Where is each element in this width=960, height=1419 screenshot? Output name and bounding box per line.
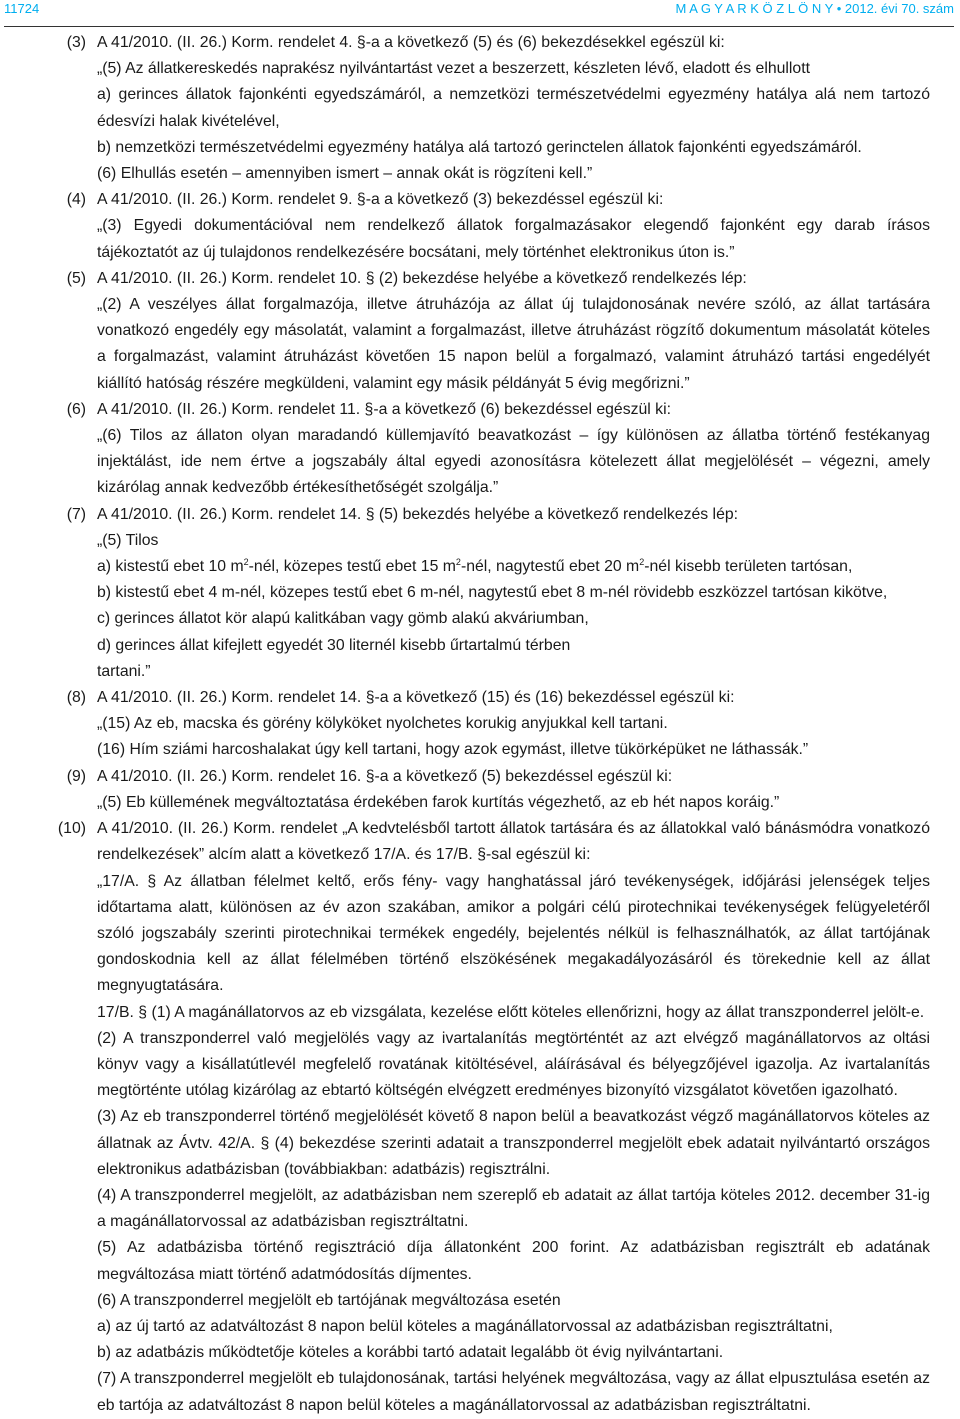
paragraph: „(3) Egyedi dokumentációval nem rendelkező állatok forgalmazásakor elegendő fajonként egy darab írásos tájékoztatót az új tulajdonos rendelkezésére bocsátani, mely történhet elektronikus úton is.”: [97, 217, 930, 261]
paragraph: (2) A transzponderrel való megjelölés vagy az ivartalanítás megtörténtét az azt elvégző magánállatorvos az oltási könyv vagy a kisállatútlevél megfelelő rovatának kitöltésével, aláírásával és bélyegzőjével igazolja. Az ivartalanítás megtörténte utólag kizárólag az ebtartó költségén elvégzett eredményes bizonyító vizsgálatot követően igazolható.: [97, 1029, 930, 1100]
paragraph: A 41/2010. (II. 26.) Korm. rendelet 16. §-a a következő (5) bekezdéssel egészül ki:: [97, 767, 673, 785]
paragraph: A 41/2010. (II. 26.) Korm. rendelet 11. §-a a következő (6) bekezdéssel egészül ki:: [97, 400, 671, 418]
amendment-7: [0, 502, 960, 685]
page-header: [4, 0, 954, 27]
item-number: (10): [57, 820, 86, 838]
paragraph: A 41/2010. (II. 26.) Korm. rendelet „A kedvtelésből tartott állatok tartására és az állatokkal való bánásmódra vonatkozó rendelkezések” alcím alatt a következő 17/A. és 17/B. §-sal egészül ki:: [97, 820, 930, 864]
bullet-separator: •: [836, 1, 842, 16]
item-number: (9): [66, 767, 86, 785]
paragraph: (4) A transzponderrel megjelölt, az adatbázisban nem szereplő eb adatait az állat tartója köteles 2012. december 31-ig a magánállatorvossal az adatbázisban regisztráltatni.: [97, 1186, 930, 1231]
item-number: (6): [66, 400, 86, 418]
superscript: 2: [243, 557, 249, 568]
amendment-10: [0, 816, 960, 1419]
paragraph: (16) Hím sziámi harcoshalakat úgy kell tartani, hogy azok egymást, illetve tükörképüket ne láthassák.”: [97, 741, 809, 759]
paragraph: b) az adatbázis működtetője köteles a korábbi tartó adatait legalább öt évig nyilvántartani.: [97, 1344, 724, 1362]
paragraph: „(5) Az állatkereskedés naprakész nyilvántartást vezet a beszerzett, készleten lévő, eladott és elhullott: [97, 60, 810, 78]
paragraph: A 41/2010. (II. 26.) Korm. rendelet 9. §-a a következő (3) bekezdéssel egészül ki:: [97, 191, 664, 209]
item-number: (4): [66, 191, 86, 209]
item-number: (8): [66, 689, 86, 707]
paragraph: „(5) Eb küllemének megváltoztatása érdekében farok kurtítás végezhető, az eb hét napos koráig.”: [97, 793, 780, 811]
paragraph: (6) A transzponderrel megjelölt eb tartójának megváltozása esetén: [97, 1291, 561, 1309]
paragraph: a) kistestű ebet 10 $m^2$-nél, közepes testű ebet 15 $m^2$-nél, nagytestű ebet 20 $m^2$-nél kisebb területen tartósan,: [97, 557, 853, 576]
paragraph: (6) Elhullás esetén – amennyiben ismert – annak okát is rögzíteni kell.”: [97, 165, 593, 183]
document-body: [0, 30, 960, 1419]
amendment-5: [0, 266, 960, 397]
issue-label: 2012. évi 70. szám: [844, 1, 954, 16]
amendment-9: [0, 764, 960, 816]
paragraph: c) gerinces állatot kör alapú kalitkában vagy gömb alakú akváriumban,: [97, 610, 589, 628]
paragraph: a) az új tartó az adatváltozást 8 napon belül köteles a magánállatorvossal az adatbázisban regisztráltatni,: [97, 1317, 833, 1335]
superscript: 2: [639, 557, 645, 568]
amendment-4: [0, 187, 960, 266]
paragraph: b) kistestű ebet 4 m-nél, közepes testű ebet 6 m-nél, nagytestű ebet 8 m-nél rövidebb eszközzel tartósan kikötve,: [97, 584, 888, 602]
paragraph: (3) Az eb transzponderrel történő megjelölését követő 8 napon belül a beavatkozást végző magánállatorvos köteles az állatnak az Ávtv. 42/A. § (4) bekezdése szerinti adatait a transzponderrel megjelölt ebek adatait nyilvántartó országos elektronikus adatbázisban (továbbiakban: adatbázis) regisztrálni.: [97, 1108, 930, 1178]
amendment-3: [0, 30, 960, 187]
item-number: (5): [66, 269, 86, 287]
paragraph: (5) Az adatbázisba történő regisztráció díja állatonként 200 forint. Az adatbázisban regisztrált eb adatának megváltozása miatt történő adatmódosítás díjmentes.: [97, 1239, 930, 1283]
item-number: (3): [66, 34, 86, 51]
paragraph: „(15) Az eb, macska és görény kölyköket nyolchetes korukig anyjukkal kell tartani.: [97, 715, 668, 733]
paragraph: „(5) Tilos: [97, 531, 159, 549]
paragraph: a) gerinces állatok fajonkénti egyedszámáról, a nemzetközi természetvédelmi egyezmény hatálya alá nem tartozó édesvízi halak kivételével,: [97, 86, 930, 130]
paragraph: A 41/2010. (II. 26.) Korm. rendelet 4. §-a a következő (5) és (6) bekezdésekkel egészül ki:: [97, 34, 725, 51]
journal-name: M A G Y A R K Ö Z L Ö N Y: [675, 1, 834, 16]
paragraph: 17/B. § (1) A magánállatorvos az eb vizsgálata, kezelése előtt köteles ellenőrizni, hogy az állat transzponderrel jelölt-e.: [97, 1003, 925, 1021]
item-number: (7): [66, 505, 86, 523]
paragraph: A 41/2010. (II. 26.) Korm. rendelet 14. §-a a következő (15) és (16) bekezdéssel egészül ki:: [97, 689, 735, 707]
page-number: 11724: [4, 1, 40, 16]
paragraph: d) gerinces állat kifejlett egyedét 30 liternél kisebb űrtartalmú térben: [97, 636, 571, 654]
amendment-6: [0, 397, 960, 502]
paragraph: „(2) A veszélyes állat forgalmazója, illetve átruházója az állat új tulajdonosának nevére szóló, az állat tartására vonatkozó engedély egy másolatát, valamint a forgalmazást, illetve átruházást rögzítő dokumentum másolatát köteles a forgalmazást, valamint átruházást követően 15 napon belül a forgalmazó, valamint átruházó tartási engedélyét kiállító hatóság részére megküldeni, valamint egy másik példányát 5 évig megőrizni.”: [97, 296, 930, 392]
paragraph: A 41/2010. (II. 26.) Korm. rendelet 14. § (5) bekezdés helyébe a következő rendelkezés lép:: [97, 505, 739, 523]
paragraph: b) nemzetközi természetvédelmi egyezmény hatálya alá tartozó gerinctelen állatok fajonkénti egyedszámáról.: [97, 138, 862, 156]
superscript: 2: [455, 557, 461, 568]
paragraph: „17/A. § Az állatban félelmet keltő, erős fény- vagy hanghatással járó tevékenységek, időjárási jelenségek teljes időtartama alatt, különösen az év azon szakában, amikor a polgári célú pirotechnikai tevékenységek felügyeletéről szóló jogszabály szerinti pirotechnikai termékek engedély, bejelentés nélkül is felhasználhatók, az állat tartójának gondoskodnia kell az állat félelmében történő elszökésének megakadályozásáról és törekednie kell az állat megnyugtatására.: [97, 872, 930, 995]
amendment-8: [0, 685, 960, 764]
paragraph: tartani.”: [97, 662, 151, 680]
paragraph: A 41/2010. (II. 26.) Korm. rendelet 10. § (2) bekezdése helyébe a következő rendelkezés lép:: [97, 269, 747, 287]
paragraph: „(6) Tilos az állaton olyan maradandó küllemjavító beavatkozást – így különösen az állatba történő festékanyag injektálást, ide nem értve a jogszabály által egyedi azonosításra kötelezett állat megjelölését – végezni, amely kizárólag annak kedvezőbb értékesíthetőségét szolgálja.”: [97, 427, 930, 497]
journal-title: [676, 0, 954, 19]
paragraph: (7) A transzponderrel megjelölt eb tulajdonosának, tartási helyének megváltozása, vagy az állat elpusztulása esetén az eb tartója az adatváltozást 8 napon belül köteles a magánállatorvossal az adatbázisban regisztráltatni.: [97, 1370, 930, 1414]
